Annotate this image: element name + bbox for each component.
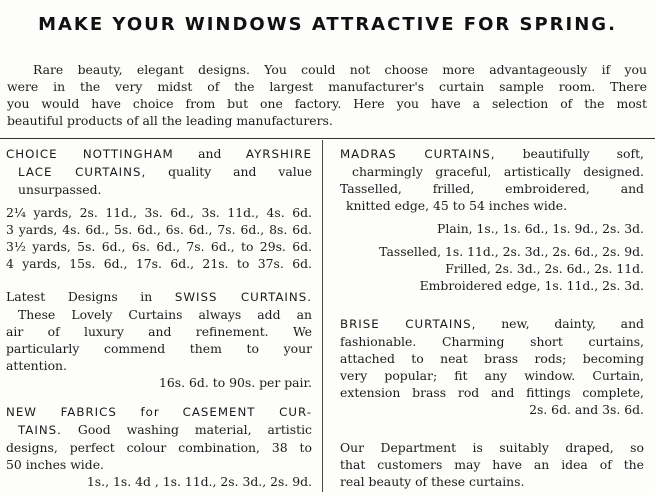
madras-heading: MADRAS CURTAINS, beautifully soft, <box>340 146 644 161</box>
price-line: 2¼ yards, 2s. 11d., 3s. 6d., 3s. 11d., 4s. 6d. <box>6 205 312 220</box>
casement-heading: NEW FABRICS for CASEMENT CUR- <box>6 405 312 419</box>
madras-price: Tasselled, 1s. 11d., 2s. 3d., 2s. 6d., 2s. 9d. <box>379 244 644 259</box>
intro-line: you would have choice from but one factory. Here you have a selection of the most <box>7 96 647 111</box>
nottingham-heading: CHOICE NOTTINGHAM and AYRSHIRE <box>6 146 312 161</box>
intro-line: were in the very midst of the largest manufacturer's curtain sample room. There <box>7 79 647 94</box>
madras-line: knitted edge, 45 to 54 inches wide. <box>346 198 568 213</box>
swiss-section <box>6 288 312 391</box>
casement-line: designs, perfect colour combination, 38 to <box>6 440 312 455</box>
page-title: MAKE YOUR WINDOWS ATTRACTIVE FOR SPRING. <box>38 14 617 35</box>
brise-line: fashionable. Charming short curtains, <box>340 334 644 349</box>
swiss-heading: Latest Designs in SWISS CURTAINS. <box>6 289 312 304</box>
intro-paragraph <box>7 61 647 129</box>
nottingham-line: unsurpassed. <box>18 182 102 197</box>
nottingham-section <box>6 145 312 272</box>
madras-line: Tasselled, frilled, embroidered, and <box>340 181 644 196</box>
swiss-line: air of luxury and refinement. We <box>6 324 312 339</box>
brise-line: attached to neat brass rods; becoming <box>340 351 644 366</box>
brise-heading: BRISE CURTAINS, new, dainty, and <box>340 316 644 331</box>
brise-line: extension brass rod and fittings complete, <box>340 385 644 400</box>
madras-price: Embroidered edge, 1s. 11d., 2s. 3d. <box>419 278 644 293</box>
horizontal-divider <box>0 138 655 139</box>
intro-line: beautiful products of all the leading manufacturers. <box>7 113 333 128</box>
nottingham-line: LACE CURTAINS, quality and value <box>18 164 312 179</box>
swiss-line: attention. <box>6 358 67 373</box>
price-line: 3½ yards, 5s. 6d., 6s. 6d., 7s. 6d., to 29s. 6d. <box>6 239 312 254</box>
price-line: 3 yards, 4s. 6d., 5s. 6d., 6s. 6d., 7s. 6d., 8s. 6d. <box>6 222 312 237</box>
intro-line: Rare beauty, elegant designs. You could not choose more advantageously if you <box>33 62 647 77</box>
brise-line: very popular; fit any window. Curtain, <box>340 368 644 383</box>
brise-price: 2s. 6d. and 3s. 6d. <box>529 402 644 417</box>
swiss-line: particularly commend them to your <box>6 341 312 356</box>
department-line: Our Department is suitably draped, so <box>340 440 644 455</box>
madras-section <box>340 145 644 294</box>
department-line: real beauty of these curtains. <box>340 474 525 489</box>
department-section <box>340 439 644 490</box>
casement-section <box>6 403 312 490</box>
column-divider <box>322 140 323 492</box>
department-line: that customers may have an idea of the <box>340 457 644 472</box>
casement-price: 1s., 1s. 4d , 1s. 11d., 2s. 3d., 2s. 9d. <box>86 474 312 489</box>
madras-line: charmingly graceful, artistically designed. <box>352 164 644 179</box>
swiss-line: These Lovely Curtains always add an <box>18 307 312 322</box>
madras-price: Frilled, 2s. 3d., 2s. 6d., 2s. 11d. <box>445 261 644 276</box>
price-line: 4 yards, 15s. 6d., 17s. 6d., 21s. to 37s. 6d. <box>6 256 312 271</box>
madras-price: Plain, 1s., 1s. 6d., 1s. 9d., 2s. 3d. <box>437 221 644 236</box>
casement-line: 50 inches wide. <box>6 457 104 472</box>
swiss-price: 16s. 6d. to 90s. per pair. <box>159 375 312 390</box>
brise-section <box>340 315 644 418</box>
casement-line: TAINS. Good washing material, artistic <box>18 422 312 437</box>
